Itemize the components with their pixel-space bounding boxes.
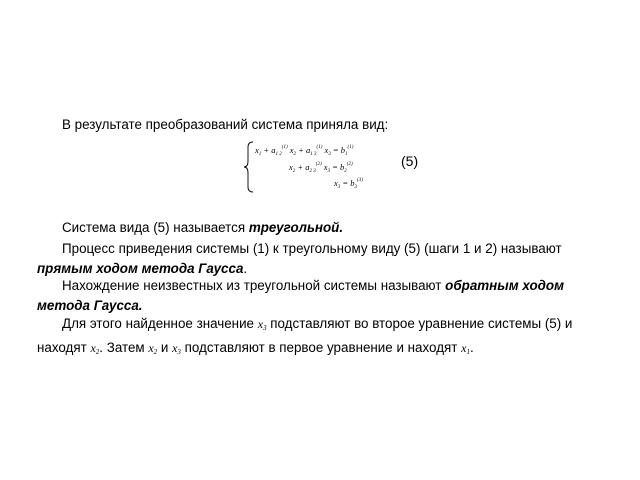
equation-3: $x_3 = b_3^{(3)}$ — [334, 178, 363, 190]
equation-1: $x_1 + a_{1 2}^{(1)}$ $x_2 + a_{1 3}^{(1)}$ $x_3 = b_1^{(1)}$ — [255, 145, 354, 157]
equation-system — [243, 141, 393, 193]
intro-text: В результате преобразований система приняла вид: — [62, 117, 389, 132]
var-x1: x1 — [461, 341, 470, 356]
term-triangular: треугольной. — [248, 220, 344, 235]
paragraph-substitution: Для этого найденное значение x3 подставляют во второе уравнение системы (5) и находят x2. Затем x2 и x3 подставляют в первое уравнение и находят x1. — [37, 316, 573, 356]
paragraph-forward: Процесс приведения системы (1) к треугольному виду (5) (шаги 1 и 2) называют прямым ходом метода Гаусса. — [37, 241, 562, 276]
term-forward-gauss: прямым ходом метода Гаусса — [37, 261, 244, 276]
var-x3: x3 — [257, 317, 267, 332]
equation-number: (5) — [401, 153, 419, 169]
left-brace-icon — [243, 141, 255, 193]
var-x2b: x2 — [148, 341, 158, 356]
var-x2: x2 — [90, 341, 100, 356]
equation-2: $x_2 + a_{2 3}^{(2)}$ $x_3 = b_2^{(2)}$ — [289, 162, 353, 174]
term-backward-gauss: обратным ходом метода Гаусса. — [37, 278, 564, 313]
paragraph-triangular: Система вида (5) называется треугольной. — [62, 220, 344, 235]
var-x3b: x3 — [172, 341, 181, 356]
paragraph-backward: Нахождение неизвестных из треугольной системы называют обратным ходом метода Гаусса. — [37, 278, 564, 313]
